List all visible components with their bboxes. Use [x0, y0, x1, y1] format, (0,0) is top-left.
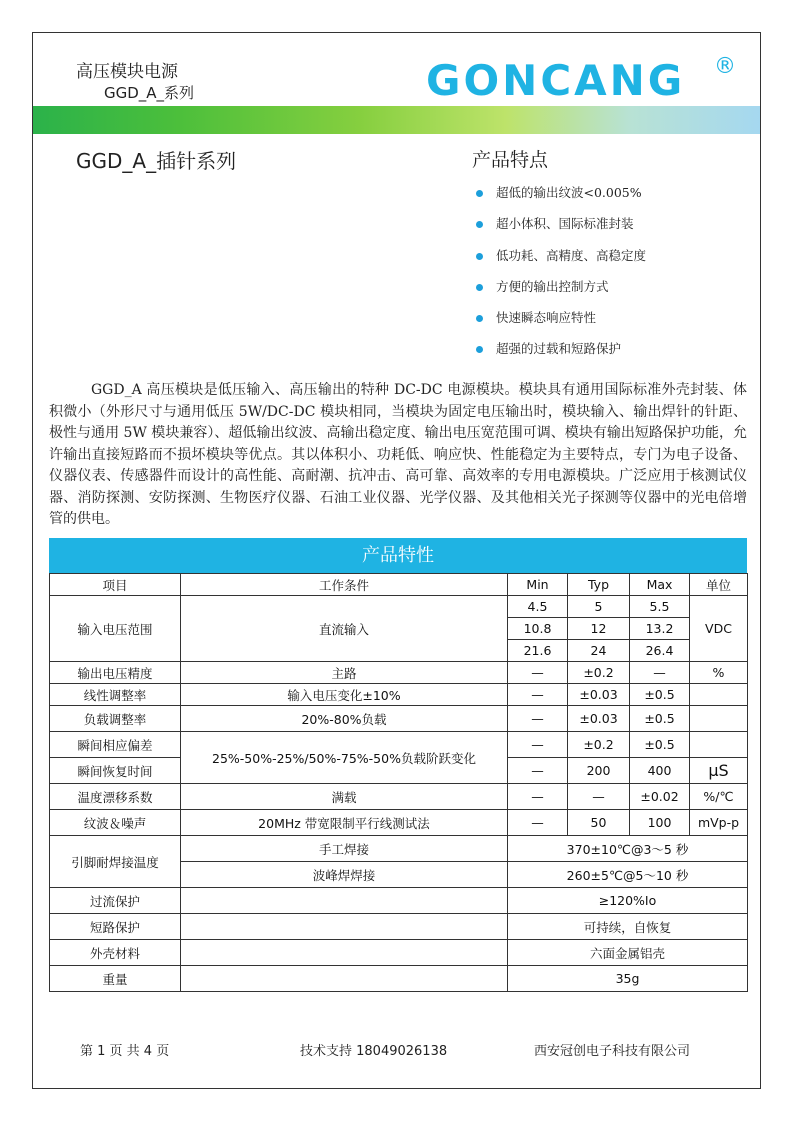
min-cell: — [508, 758, 568, 784]
row-label: 外壳材料 [50, 940, 181, 966]
unit-cell: % [690, 662, 748, 684]
table-row [50, 684, 748, 706]
table-row [50, 732, 748, 758]
bullet-icon [476, 346, 483, 353]
max-cell: 400 [630, 758, 690, 784]
min-cell: 21.6 [508, 640, 568, 662]
value-cell: ≥120%Io [508, 888, 748, 914]
condition-cell: 手工焊接 [181, 836, 508, 862]
unit-cell [690, 706, 748, 732]
header-cell: Min [508, 574, 568, 596]
row-label: 瞬间恢复时间 [50, 758, 181, 784]
feature-item: 超强的过载和短路保护 [476, 340, 646, 371]
min-cell: — [508, 662, 568, 684]
condition-cell [181, 914, 508, 940]
unit-cell: %/℃ [690, 784, 748, 810]
features-title: 产品特点 [472, 149, 549, 171]
row-label: 瞬间相应偏差 [50, 732, 181, 758]
table-row [50, 706, 748, 732]
max-cell: 13.2 [630, 618, 690, 640]
typ-cell: ±0.03 [568, 706, 630, 732]
header-cell: 工作条件 [181, 574, 508, 596]
table-row [50, 888, 748, 914]
unit-cell: μS [690, 758, 748, 784]
bullet-icon [476, 284, 483, 291]
min-cell: — [508, 732, 568, 758]
bullet-icon [476, 315, 483, 322]
value-cell: 可持续，自恢复 [508, 914, 748, 940]
bullet-icon [476, 221, 483, 228]
typ-cell: 12 [568, 618, 630, 640]
header-gradient-bar [33, 106, 760, 134]
footer-company: 西安冠创电子科技有限公司 [534, 1044, 691, 1059]
intro-paragraph: GGD_A 高压模块是低压输入、高压输出的特种 DC-DC 电源模块。模块具有通用国际标准外壳封装、体积微小（外形尺寸与通用低压 5W/DC-DC 模块相同，当模块为固定电压输出时，模块输入、输出焊针的针距、极性与通用 5W 模块兼容）、超低输出纹波、高输出稳定度、输出电压宽范围可调、模块有输出短路保护功能，允许输出直接短路而不损坏模块等优点。其以体积小、功耗低、响应快、性能稳定为主要特点，专门为电子设备、仪器仪表、传感器件而设计的高性能、高耐潮、抗冲击、高可靠、高效率的专用电源模块。广泛应用于核测试仪器、消防探测、安防探测、生物医疗仪器、石油工业仪器、光学仪器、及其他相关光子探测等仪器中的光电倍增管的供电。 [49, 382, 747, 527]
table-row [50, 914, 748, 940]
row-label: 温度漂移系数 [50, 784, 181, 810]
typ-cell: — [568, 784, 630, 810]
footer-page-number: 第 1 页 共 4 页 [80, 1044, 170, 1059]
typ-cell: 200 [568, 758, 630, 784]
feature-item: 方便的输出控制方式 [476, 278, 646, 309]
row-label: 重量 [50, 966, 181, 992]
row-label: 纹波＆噪声 [50, 810, 181, 836]
condition-cell: 20%-80%负载 [181, 706, 508, 732]
condition-cell [181, 888, 508, 914]
footer-support-phone: 技术支持 18049026138 [300, 1044, 448, 1059]
condition-cell [181, 940, 508, 966]
min-cell: — [508, 810, 568, 836]
unit-cell [690, 684, 748, 706]
table-row [50, 810, 748, 836]
table-row [50, 836, 748, 862]
header-cell: Max [630, 574, 690, 596]
value-cell: 35g [508, 966, 748, 992]
header-subtitle: GGD_A_系列 [104, 84, 195, 102]
header-title: 高压模块电源 [76, 62, 178, 82]
table-row [50, 596, 748, 618]
max-cell: 5.5 [630, 596, 690, 618]
condition-cell: 主路 [181, 662, 508, 684]
feature-item: 超低的输出纹波<0.005% [476, 184, 646, 215]
condition-cell: 20MHz 带宽限制平行线测试法 [181, 810, 508, 836]
unit-cell [690, 732, 748, 758]
row-label: 过流保护 [50, 888, 181, 914]
header-cell: 项目 [50, 574, 181, 596]
max-cell: 100 [630, 810, 690, 836]
row-label: 引脚耐焊接温度 [50, 836, 181, 888]
max-cell: 26.4 [630, 640, 690, 662]
min-cell: 4.5 [508, 596, 568, 618]
condition-cell: 输入电压变化±10% [181, 684, 508, 706]
row-label: 输入电压范围 [50, 596, 181, 662]
brand-logo: GONCANG [426, 56, 686, 105]
header-cell: 单位 [690, 574, 748, 596]
max-cell: ±0.02 [630, 784, 690, 810]
bullet-icon [476, 190, 483, 197]
table-row [50, 784, 748, 810]
feature-item: 快速瞬态响应特性 [476, 309, 646, 340]
min-cell: 10.8 [508, 618, 568, 640]
typ-cell: 50 [568, 810, 630, 836]
condition-cell: 25%-50%-25%/50%-75%-50%负载阶跃变化 [181, 732, 508, 784]
row-label: 短路保护 [50, 914, 181, 940]
condition-cell: 直流输入 [181, 596, 508, 662]
typ-cell: ±0.03 [568, 684, 630, 706]
table-header-row [50, 574, 748, 596]
registered-mark-icon: ® [714, 54, 736, 79]
condition-cell [181, 966, 508, 992]
min-cell: — [508, 784, 568, 810]
max-cell: ±0.5 [630, 732, 690, 758]
section-title: GGD_A_插针系列 [76, 149, 237, 173]
table-row [50, 662, 748, 684]
min-cell: — [508, 684, 568, 706]
condition-cell: 波峰焊焊接 [181, 862, 508, 888]
value-cell: 六面金属铝壳 [508, 940, 748, 966]
row-label: 负载调整率 [50, 706, 181, 732]
max-cell: — [630, 662, 690, 684]
max-cell: ±0.5 [630, 684, 690, 706]
spec-table [49, 573, 748, 992]
max-cell: ±0.5 [630, 706, 690, 732]
value-cell: 370±10℃@3～5 秒 [508, 836, 748, 862]
value-cell: 260±5℃@5～10 秒 [508, 862, 748, 888]
row-label: 线性调整率 [50, 684, 181, 706]
typ-cell: ±0.2 [568, 662, 630, 684]
header-cell: Typ [568, 574, 630, 596]
unit-cell: VDC [690, 596, 748, 662]
features-list [476, 184, 646, 372]
spec-table-title: 产品特性 [49, 538, 747, 573]
condition-cell: 满载 [181, 784, 508, 810]
typ-cell: ±0.2 [568, 732, 630, 758]
table-row [50, 940, 748, 966]
typ-cell: 5 [568, 596, 630, 618]
feature-item: 低功耗、高精度、高稳定度 [476, 247, 646, 278]
unit-cell: mVp-p [690, 810, 748, 836]
min-cell: — [508, 706, 568, 732]
typ-cell: 24 [568, 640, 630, 662]
row-label: 输出电压精度 [50, 662, 181, 684]
feature-item: 超小体积、国际标准封装 [476, 215, 646, 246]
table-row [50, 966, 748, 992]
bullet-icon [476, 253, 483, 260]
